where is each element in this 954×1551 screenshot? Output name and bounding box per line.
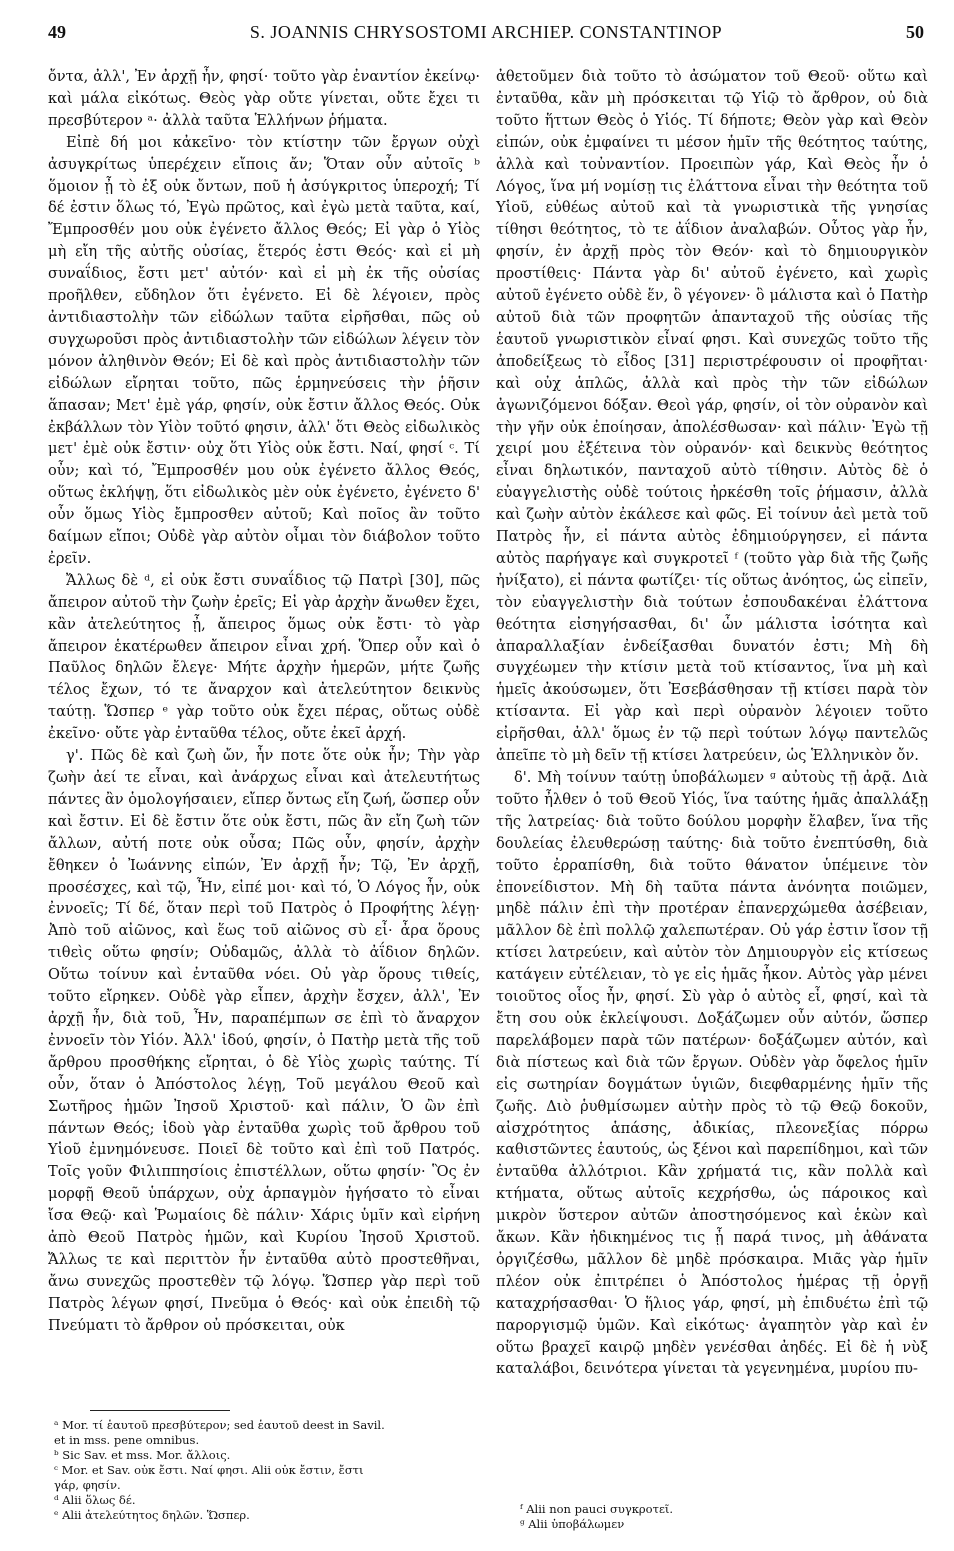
page-header — [48, 22, 924, 54]
footnotes-right — [520, 1502, 920, 1532]
paragraph: Ἄλλως δὲ ᵈ, εἰ οὐκ ἔστι συναΐδιος τῷ Πατρὶ [30], πῶς ἄπειρον αὐτοῦ τὴν ζωὴν ἐρεῖς; Εἰ γὰρ ἀρχὴν ἄνωθεν ἔχει, κἂν ἀτελεύτητος ᾖ, ἄπειρος ὅμως οὐκ ἔστι· τὸ γὰρ ἄπειρον ἑκατέρωθεν ἄπειρον εἶναι χρή. Ὅπερ οὖν καὶ ὁ Παῦλος δηλῶν ἔλεγε· Μήτε ἀρχὴν ἡμερῶν, μήτε ζωῆς τέλος ἔχων, τό τε ἄναρχον καὶ ἀτελεύτητον δεικνὺς ταύτῃ. Ὥσπερ ᵉ γὰρ τοῦτο οὐκ ἔχει πέρας, οὕτως οὐδὲ ἐκεῖνο· οὔτε γὰρ ἐνταῦθα τέλος, οὔτε ἐκεῖ ἀρχή. — [48, 571, 480, 743]
paragraph: δ'. Μὴ τοίνυν ταύτῃ ὑποβάλωμεν ᵍ αὐτοὺς τῇ ἀρᾷ. Διὰ τοῦτο ἦλθεν ὁ τοῦ Θεοῦ Υἱός, ἵνα ταύτης ἡμᾶς ἀπαλλάξῃ τῆς λατρείας· διὰ τοῦτο δούλου μορφὴν ἔλαβεν, ἵνα τῆς δουλείας ἐλευθερώσῃ ταύτης· διὰ τοῦτο ἐνεπτύσθη, διὰ τοῦτο ἐρραπίσθη, διὰ τοῦτο θάνατον ὑπέμεινε τὸν ἐπονείδιστον. Μὴ δὴ ταῦτα πάντα ἀνόνητα ποιῶμεν, μηδὲ πάλιν ἐπὶ τὴν προτέραν ἐπανερχώμεθα ἀσέβειαν, μᾶλλον δὲ ἐπὶ πολλῷ χαλεπωτέραν. Οὐ γάρ ἐστιν ἴσον τῇ κτίσει λατρεύειν, καὶ αὐτὸν τὸν Δημιουργὸν εἰς κτίσεως κατάγειν εὐτέλειαν, τὸ γε εἰς ἡμᾶς ἧκον. Αὐτὸς γὰρ μένει τοιοῦτος οἷος ἦν, φησί. Σὺ γὰρ ὁ αὐτὸς εἶ, φησί, καὶ τὰ ἔτη σου οὐκ ἐκλείψουσι. Δοξάζωμεν οὖν αὐτόν, ὥσπερ παρελάβομεν παρὰ τῶν πατέρων· δοξάζωμεν αὐτόν, καὶ διὰ πίστεως καὶ διὰ τῶν ἔργων. Οὐδὲν γὰρ ὄφελος ἡμῖν εἰς σωτηρίαν δογμάτων ὑγιῶν, διεφθαρμένης ἡμῖν τῆς ζωῆς. Διὸ ῥυθμίσωμεν αὐτὴν πρὸς τὸ τῷ Θεῷ δοκοῦν, αἰσχρότητος ἁπάσης, ἀδικίας, πλεονεξίας πόρρω καθιστῶντες ἑαυτούς, ὡς ξένοι καὶ παρεπίδημοι, καὶ τῶν ἐνταῦθα ἀλλότριοι. Κἂν χρήματά τις, κἂν πολλὰ καὶ κτήματα, οὕτως αὐτοῖς κεχρήσθω, ὡς πάροικος καὶ μικρὸν ὕστερον αὐτῶν ἀποστησόμενος καὶ ἑκὼν καὶ ἄκων. Κἂν ἠδικημένος τις ᾖ παρά τινος, μὴ ἀθάνατα ὀργιζέσθω, μᾶλλον δὲ μηδὲ πρόσκαιρα. Μιᾶς γὰρ ἡμῖν πλέον οὐκ ἐπιτρέπει ὁ Ἀπόστολος ἡμέρας τῇ ὀργῇ καταχρήσασθαι· Ὁ ἥλιος γάρ, φησί, μὴ ἐπιδυέτω ἐπὶ τῷ παροργισμῷ ὑμῶν. Καὶ εἰκότως· ἀγαπητὸν γὰρ καὶ ἐν οὕτω βραχεῖ καιρῷ μηδὲν γενέσθαι ἀηδές. Εἰ δὲ ἡ νὺξ καταλάβοι, δεινότερα γίνεται τὰ γεγενημένα, μυρίου πυ- — [496, 769, 928, 1378]
left-column — [48, 66, 480, 1337]
footnote: ᵈ Alii ὅλως δέ. — [54, 1493, 136, 1507]
footnote: γάρ, φησίν. — [54, 1478, 121, 1492]
footnote: ᵉ Alii ἀτελεύτητος δηλῶν. Ὥσπερ. — [54, 1508, 250, 1522]
footnote: ᵃ Mor. τί ἑαυτοῦ πρεσβύτερον; sed ἑαυτοῦ deest in Savil. — [54, 1418, 385, 1432]
footnotes-left — [54, 1418, 484, 1523]
paragraph: ἀθετοῦμεν διὰ τοῦτο τὸ ἀσώματον τοῦ Θεοῦ· οὕτω καὶ ἐνταῦθα, κἂν μὴ πρόσκειται τῷ Υἱῷ τὸ ἄρθρον, οὐ διὰ τοῦτο ἥττων Θεὸς ὁ Υἱός. Τί δήποτε; Θεὸν γὰρ καὶ Θεὸν εἰπών, οὐκ ἐμφαίνει τι μέσον ἡμῖν τῆς θεότητος ταύτης, ἀλλὰ καὶ τοὐναντίον. Προειπὼν γάρ, Καὶ Θεὸς ἦν ὁ Λόγος, ἵνα μή νομίσῃ τις ἐλάττονα εἶναι τὴν θεότητα τοῦ Υἱοῦ, εὐθέως αὐτοῦ καὶ τὰ γνωριστικὰ τῆς γνησίας τίθησι θεότητος, τὸ τε ἀΐδιον ἀναλαβών. Οὗτος γὰρ ἦν, φησίν, ἐν ἀρχῇ πρὸς τὸν Θεόν· καὶ τὸ δημιουργικὸν προστίθεις· Πάντα γὰρ δι' αὐτοῦ ἐγένετο, καὶ χωρὶς αὐτοῦ ἐγένετο οὐδὲ ἕν, ὃ γέγονεν· ὃ μάλιστα καὶ ὁ Πατὴρ αὐτοῦ διὰ τῶν προφητῶν ἁπανταχοῦ τῆς οὐσίας τῆς ἑαυτοῦ γνωριστικὸν εἶναί φησι. Καὶ συνεχῶς τοῦτο τῆς ἀποδείξεως τὸ εἶδος [31] περιστρέφουσιν οἱ προφῆται· καὶ οὐχ ἁπλῶς, ἀλλὰ καὶ πρὸς τὴν τῶν εἰδώλων ἀγωνιζόμενοι δόξαν. Θεοὶ γάρ, φησίν, οἱ τὸν οὐρανὸν καὶ τὴν γῆν οὐκ ἐποίησαν, ἀπολέσθωσαν· καὶ πάλιν· Ἐγὼ τῇ χειρί μου ἐξέτεινα τὸν οὐρανόν· καὶ δεικνὺς θεότητος εἶναι δηλωτικόν, πανταχοῦ αὐτὸ τίθησιν. Αὐτὸς δὲ ὁ εὐαγγελιστὴς οὐδὲ τούτοις ἠρκέσθη τοῖς ῥήμασιν, ἀλλὰ καὶ ζωὴν αὐτὸν ἐκάλεσε καὶ φῶς. Εἰ τοίνυν ἀεὶ μετὰ τοῦ Πατρὸς ἦν, εἰ πάντα αὐτὸς ἐδημιούργησεν, εἰ πάντα αὐτὸς παρήγαγε καὶ συγκροτεῖ ᶠ (τοῦτο γὰρ διὰ τῆς ζωῆς ἠνίξατο), εἰ πάντα φωτίζει· τίς οὕτως ἀνόητος, ὡς εἰπεῖν, τὸν εὐαγγελιστὴν διὰ τούτων ἐσπουδακέναι ἐλάττονα θεότητα εἰσηγήσασθαι, δι' ὧν μάλιστα ἰσότητα καὶ ἀπαραλλαξίαν ἐνδείξασθαι δυνατόν ἐστι; Μὴ δὴ συγχέωμεν τὴν κτίσιν μετὰ τοῦ κτίσαντος, ἵνα μὴ καὶ ἡμεῖς ἀκούσωμεν, ὅτι Ἐσεβάσθησαν τῇ κτίσει παρὰ τὸν κτίσαντα. Εἰ γὰρ καὶ περὶ οὐρανὸν λέγοιεν τοῦτο εἰρῆσθαι, ἀλλ' ὅμως ἐν τῷ περὶ τούτων λόγῳ παντελῶς ἀπεῖπε τὸ μὴ δεῖν τῇ κτίσει λατρεύειν, ὡς Ἑλληνικὸν ὄν. — [496, 68, 928, 765]
running-title: S. JOANNIS CHRYSOSTOMI ARCHIEP. CONSTANTINOP — [249, 22, 723, 42]
page-number-left: 49 — [48, 22, 66, 42]
paragraph: ὄντα, ἀλλ', Ἐν ἀρχῇ ἦν, φησί· τοῦτο γὰρ ἐναντίον ἐκείνῳ· καὶ μάλα εἰκότως. Θεὸς γὰρ οὔτε γίνεται, οὔτε ἔχει τι πρεσβύτερον ᵃ· ἀλλὰ ταῦτα Ἑλλήνων ῥήματα. — [48, 68, 480, 129]
paragraph: γ'. Πῶς δὲ καὶ ζωὴ ὤν, ἦν ποτε ὅτε οὐκ ἦν; Τὴν γὰρ ζωὴν ἀεί τε εἶναι, καὶ ἀνάρχως εἶναι καὶ ἀτελευτήτως πάντες ἂν ὁμολογήσαιεν, εἴπερ ὄντως εἴη ζωή, ὥσπερ οὖν καὶ ἔστιν. Εἰ δὲ ἔστιν ὅτε οὐκ ἔστι, πῶς ἂν εἴη ζωὴ τῶν ἄλλων, αὐτή ποτε οὐκ οὖσα; Πῶς οὖν, φησίν, ἀρχὴν ἔθηκεν ὁ Ἰωάννης εἰπών, Ἐν ἀρχῇ ἦν; Τῷ, Ἐν ἀρχῇ, προσέσχες, καὶ τῷ, Ἦν, εἰπέ μοι· καὶ τό, Ὁ Λόγος ἦν, οὐκ ἐννοεῖς; Τί δέ, ὅταν περὶ τοῦ Πατρὸς ὁ Προφήτης λέγῃ· Ἀπὸ τοῦ αἰῶνος, καὶ ἕως τοῦ αἰῶνος σὺ εἶ· ἆρα ὅρους τιθεὶς οὕτω φησίν; Οὐδαμῶς, ἀλλὰ τὸ ἀΐδιον δηλῶν. Οὕτω τοίνυν καὶ ἐνταῦθα νόει. Οὐ γὰρ ὅρους τιθείς, τοῦτο εἴρηκεν. Οὐδὲ γὰρ εἶπεν, ἀρχὴν ἔσχεν, ἀλλ', Ἐν ἀρχῇ ἦν, διὰ τοῦ, Ἦν, παραπέμπων σε ἐπὶ τὸ ἄναρχον ἐννοεῖν τὸν Υἱόν. Ἀλλ' ἰδού, φησίν, ὁ Πατὴρ μετὰ τῆς τοῦ ἄρθρου προσθήκης εἴρηται, ὁ δὲ Υἱὸς χωρὶς ταύτης. Τί οὖν, ὅταν ὁ Ἀπόστολος λέγῃ, Τοῦ μεγάλου Θεοῦ καὶ Σωτῆρος ἡμῶν Ἰησοῦ Χριστοῦ· καὶ πάλιν, Ὁ ὢν ἐπὶ πάντων Θεός; ἰδοὺ γὰρ ἐνταῦθα χωρὶς τοῦ ἄρθρου τοῦ Υἱοῦ ἐμνημόνευσε. Ποιεῖ δὲ τοῦτο καὶ ἐπὶ τοῦ Πατρός. Τοῖς γοῦν Φιλιππησίοις ἐπιστέλλων, οὕτω φησίν· Ὃς ἐν μορφῇ Θεοῦ ὑπάρχων, οὐχ ἁρπαγμὸν ἡγήσατο τὸ εἶναι ἴσα Θεῷ· καὶ Ῥωμαίοις δὲ πάλιν· Χάρις ὑμῖν καὶ εἰρήνη ἀπὸ Θεοῦ Πατρὸς ἡμῶν, καὶ Κυρίου Ἰησοῦ Χριστοῦ. Ἄλλως τε καὶ περιττὸν ἦν ἐνταῦθα αὐτὸ προστεθῆναι, ἄνω συνεχῶς προστεθὲν τῷ λόγῳ. Ὥσπερ γὰρ περὶ τοῦ Πατρὸς λέγων φησί, Πνεῦμα ὁ Θεός· καὶ οὐκ ἐπειδὴ τῷ Πνεύματι τὸ ἄρθρον οὐ πρόσκειται, οὐκ — [48, 747, 480, 1334]
footnote: ᶠ Alii non pauci συγκροτεῖ. — [520, 1502, 674, 1516]
paragraph: Εἰπὲ δή μοι κἀκεῖνο· τὸν κτίστην τῶν ἔργων οὐχὶ ἀσυγκρίτως ὑπερέχειν εἴποις ἄν; Ὅταν οὖν αὐτοῖς ᵇ ὅμοιον ᾖ τὸ ἐξ οὐκ ὄντων, ποῦ ἡ ἀσύγκριτος ὑπεροχή; Τί δέ ἐστιν ὅλως τό, Ἐγὼ πρῶτος, καὶ ἐγὼ μετὰ ταῦτα, καί, Ἔμπροσθέν μου οὐκ ἐγένετο ἄλλος Θεός; Εἰ γὰρ ὁ Υἱὸς μὴ εἴη τῆς αὐτῆς οὐσίας, ἕτερός ἐστι Θεός· καὶ εἰ μὴ συναΐδιος, ἔστι μετ' αὐτόν· καὶ εἰ μὴ ἐκ τῆς οὐσίας προῆλθεν, εὔδηλον ὅτι ἐγένετο. Εἰ δὲ λέγοιεν, πρὸς ἀντιδιαστολὴν τῶν εἰδώλων ταῦτα εἰρῆσθαι, πῶς οὐ συγχωροῦσι πρὸς ἀντιδιαστολὴν τῶν εἰδώλων λέγειν τὸν μόνον ἀληθινὸν Θεόν; Εἰ δὲ καὶ πρὸς ἀντιδιαστολὴν τῶν εἰδώλων εἴρηται τοῦτο, πῶς ἑρμηνεύσεις τὴν ῥῆσιν ἅπασαν; Μετ' ἐμὲ γάρ, φησίν, οὐκ ἔστιν ἄλλος Θεός. Οὐκ ἐκβάλλων τὸν Υἱὸν τοῦτό φησιν, ἀλλ' ὅτι Θεὸς εἰδωλικὸς μετ' ἐμὲ οὐκ ἔστιν· οὐχ ὅτι Υἱὸς οὐκ ἔστι. Ναί, φησί ᶜ. Τί οὖν; καὶ τό, Ἔμπροσθέν μου οὐκ ἐγένετο ἄλλος Θεός, οὕτως ἐκλήψῃ, ὅτι εἰδωλικὸς μὲν οὐκ ἐγένετο, ἐγένετο δ' οὖν ὅμως Υἱὸς ἔμπροσθεν αὐτοῦ; Καὶ ποῖος ἂν τοῦτο δαίμων εἴποι; Οὐδὲ γὰρ αὐτὸν οἶμαι τὸν διάβολον τοῦτο ἐρεῖν. — [48, 133, 480, 567]
footnote: ᵍ Alii ὑποβάλωμεν — [520, 1517, 625, 1531]
footnote: ᵇ Sic Sav. et mss. Mor. ἄλλοις. — [54, 1448, 231, 1462]
footnote-divider — [90, 1410, 230, 1411]
footnote: et in mss. pene omnibus. — [54, 1433, 200, 1447]
page-number-right: 50 — [906, 22, 924, 42]
right-column — [496, 66, 928, 1380]
footnote: ᶜ Mor. et Sav. οὐκ ἔστι. Ναί φησι. Alii οὐκ ἔστιν, ἔστι — [54, 1463, 364, 1477]
